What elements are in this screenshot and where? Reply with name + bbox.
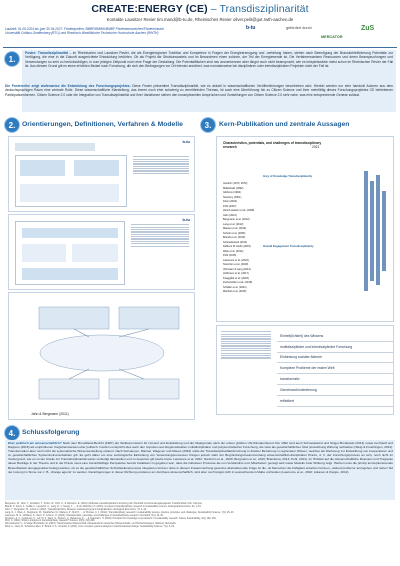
btu-logo [246,23,255,33]
reference-entry: Schneidewind, U., & Singer-Brodowski, M. (2013). Transformative Wissenschaft. Klimawandel im deutschen Wissenschafts- und Hochschulsystem. Marburg: Metropolis. [5,523,177,526]
section-1-intro-title: Poster: Transdisziplinarität [25,51,68,55]
btu-logo-text: b-tu [246,25,256,31]
reference-entry: Lang, D. J., Wiek, A., Bergmann, M., Stauffacher, M., Martens, P., Moll, P., ... & Thomas, C. J. (2012). Transdisciplinary research in sustainability science: practice, principles, and challenges. Sustainability Science, 7(1), 25–43. [5,511,234,514]
diagram-b-node [22,244,66,262]
feature-row [277,385,393,396]
diagram-a-text [133,155,189,175]
author-entry: Polk (2015) [223,254,237,257]
diagram-b-box [15,221,125,285]
publication-title: Characteristics, potentials, and challenges of transdisciplinary research [223,141,322,150]
feature-row [277,353,393,364]
section-4-title: Schlussfolgerung [22,429,80,436]
author-entry: Brandt et al. (2013) [223,236,246,239]
logo-strip [246,23,396,43]
author-entry: Lawrence et al. (2022) [223,258,249,262]
feature-label: Gemeinwohlorientierung [280,387,317,392]
diagram-b-text [131,223,189,248]
author-grid [362,151,390,311]
feature-row [277,374,393,385]
feature-label: Einbindung sozialer Akteure [280,355,323,360]
section-1-badge: 1. [5,52,19,66]
author-entry: Norström et al. (2020) [223,263,249,266]
diagram-b-node [22,268,118,280]
poster-title-main: CREATE:ENERGY (CE) [91,3,208,15]
author-entry: Klein (2004) [223,200,237,203]
section-1-sub-title: Die Posterreihe zeigt stufenweise die Entwicklung des Forschungsprojektes: [5,84,131,88]
author-entry: Jahn (2012) [223,213,237,217]
section-2-diagram-c [8,292,195,420]
publication-year: 2021 [312,145,320,149]
author-entry: Vilsmaier & Lang (2014) [223,267,251,271]
project-meta-line: Laufzeit: 01.05.2024 bis (per 30.04.2027. Förderquellen: BMBF/BMWK/BMBF Förderkennzeichen/Förderhinweis [5,27,164,31]
section-4-badge: 4. [5,426,19,440]
section-1-sub-text: Diese Poster präsentiert Transdisziplinarität, wie es aktuell in wissenschaftlichen Veröffentlichungen beschrieben wird. Hierbei werden nur eine handvoll Autoren aus dem deutschsprachigen Raum eine zentrale Rolle. Diese wissenschaftliche Klarstellung, das immer noch eher schwierig zu vermittelnden Themas, ist auch eine Überführung hin zu Citizen Science und ihrer mehrfältig dieses Forschungsprojektes CE betriebenen Partizipationsformen. Citizen Science 2.0 oder die Integration von Transdisziplinarität und ihrer Variationen stehen den konzeptionellen Ansprüchen und Vorstellungen von Citizen Science 2.0 sehr nahe, was eine entsprechende Genese zulässt. [5,84,393,97]
author-entry: Hoffmann et al. (2017) [223,272,249,275]
section-3-title: Kern-Publikation und zentrale Aussagen [219,121,350,128]
features-figure-text [221,330,271,360]
features-figure [217,326,275,416]
diagram-a-box [15,155,127,207]
author-entry: Zscheischler et al. (2018) [223,281,253,284]
author-entry: Jantsch (1970, 1972) [223,182,248,185]
author-entry: Mitchell et al. (2015) [223,290,247,293]
section-4-text: Nach dem Brundtland-Bericht (1987) der Weltkommission für Umwelt und Entwicklung und der Dialogrunde nach der ersten größten UN-Klimakonferenz Rio 1992 sind auch Schneidewind und Singer-Brodowski (2013) sowie bei Rauff und Rappers (2018) als empfohlenen Vorgehensweisen eher politisch. Insofern entspricht dies auch den Impulsen aus Regionalstudien multidisziplinärer und polyzentristischer Forschung, die zwar als gesellschaftliches Übel (Auswirkung Wirkung verbleiben (Weig & Froehlingen, 2014). Transformation aber noch nicht als systematische Wissenserstellung erkannt. Nach Kelmanyen, Marinel, Wagener und Mauss (2016) sollte die Transdisziplinaritätsforschung in direkter Beziehung in regionalem Wissen, welches als Werkzeug zur Entwicklung von kooperativen und zu gesellschaftlichen Systeminstrumentalisten gilt. Es geht dabei um eine soziologische Einbettung von Verwertungsprozessen bringen jedoch steht der Begründungszusammenhang wissenschaftlich-disziplinärer Praxis, d. h. der Forschungsprozess an sich, noch nicht im Vordergrund, wie es zu der Urteile zur Transdisziplinarität weiter verfestigt dazustellen und zu bewerten gilt (siehe bspw. Lawrence et al. 2022; Norström et al., 2020; Bergmann et al., 2010; Brandsma, 2014; Pohl, 2014). Im Hinblick auf die wissenschaftliche Relevanz und Tragweite dieser Beiträge in der Theorie und in der Praxis muss eine zukunftsfähige Perspektive bereits initialisiert zu gegeben sein, dass die inklusiven Prozesse als von Verständnis und ‚Mitarbeiten' gezeigt wird sowie Modelle zwar Wirkung zeigt. Hierbei muss die prinzip konzeptionierende Bewertbarkeit demgegenüber beliegt werden, ob es die gesellschaftlichen Schnittstellenprozesse integrieren können. Eine in diesem Zusammenhang gesetzes abstrahierende Frage ist die, ob Menschen die Fähigkeit erwerben können, ‚wicked problems' anzugehen und neben Teil der Lösung im Sinne von z. B. ‚change agents' zu werden. Derartigerungen in dieser Richtung existieren am durchaus wissenschaftlich, sind aber noch längst nicht in ausreichendem Maße vorhanden (Lawrence et al., 2022; Liikanen & Kleppe, 2012). [8,441,393,474]
chart-heading-b: Overall Engagement Transdisciplinarity [263,245,314,248]
features-table [216,325,394,415]
references [5,503,395,529]
diagram-b-node [22,228,118,238]
author-entry: Schneidewind (2011) [223,240,248,244]
zus-logo-text: ZuS [361,24,375,32]
author-entry: Hirsch Hadorn et al. (2008) [223,209,255,212]
header-divider [3,47,397,48]
author-entry: Defila & Di Giulio (2015) [223,245,251,248]
author-entry: Gibbons (1994) [223,191,241,194]
author-entry: Pohl (2007) [223,204,237,208]
zus-logo [361,23,374,33]
diagram-a-node [74,160,119,176]
diagram-a-header [15,143,95,151]
author-entry: Knaggård et al. (2018) [223,276,249,280]
diagram-c-caption: Jahn & Bergmann (2011) [31,412,69,416]
section-4-body [8,441,393,474]
feature-label: Komplexe Probleme der realen Welt [280,366,335,371]
feature-label: multidisziplinäre und interdisziplinäre Forschung [280,344,353,349]
transdisciplinary-model-diagram [9,293,196,421]
funder-logo-text: gefördert durch [286,26,312,30]
mercator-logo [321,32,343,42]
project-meta-line: Universität Cottbus-Senftenberg (BTU) und Rheinisch-Westfälische Technische Hochschule Aachen (RWTH) [5,31,159,35]
section-1-intro-text: – im Rheinischen und Lausitzer Revier, die als Energieregionen Tradition und Kompetenz in Fragen der Energieerzeugung und -verteilung haben, stehen nach Beendigung der Braunkohleförderung Potentiale zur Verfügung, die eine in die Zukunft ausgerichtete Entwicklung bedürfen. Ob als Projekt die Strukturwandels und im Besonderen einen solchen, der Teil der Energiewende ist. Die Verfahrensweisen Ressourcen und deren Beanspruchungen und Verwendungen so sehr zu berücksichtigen, in zum jetzigen Zeitpunkt noch eine Frage der Gestaltung. Die Potentialflächen sind neu anzuerkennen aber längst noch nicht beansprucht, wie es beispielsweise meist schon im Rheinischen Revier der Fall ist. Aus diesem Grund gilt es einen erhöhten Bedarf nach Forschung, die sich den Bedingungen vor Ort intensiv annähert, was normalerweise bei disziplinären oder interdisziplinären Projekten nicht der Fall ist. [25,51,393,69]
feature-row [277,331,393,342]
author-entry: Bergmann et al. (2012) [223,218,250,221]
author-entry: Nowotny (2001) [223,195,242,199]
reference-entry: Wiek, A., Ness, B., Schweizer-Ries, P., Brand, F. S., & Farioli, F. (2012). From complex systems analysis to transformational change. Sustainability Science, 7(1), 5–24. [5,526,175,529]
diagram-b-logo: b-tu [182,217,190,222]
author-entry: Mauser et al. (2013) [223,227,247,230]
feature-label: reflektiert [280,398,294,403]
diagram-a-node [20,184,119,202]
author-entry: Lang et al. (2012) [223,222,244,226]
mercator-logo-text: MERCATOR [321,35,343,39]
diagram-a-logo: b-tu [182,139,190,144]
poster-title [0,3,400,15]
reference-entry: Jahn, T., Bergmann, M., & Keil, F. (2012). Transdisciplinarity: Between mainstreaming and marginalization. Ecological Economics, 79, 1–10. [5,508,147,511]
reference-entry: Lawrence, M. G., Williams, S., Nanz, P., & Renn, O. (2022). Characteristics, potentials, and challenges of transdisciplinary research. One Earth, 5(1), 44–61. [5,514,164,517]
funder-logo [286,23,312,33]
section-2-diagram-a [8,136,195,212]
author-grid-matrix [362,151,390,311]
reference-entry: Bergmann, M., Jahn, T., Knobloch, T., Krohn, W., Pohl, C., & Schramm, E. (2010). Methoden transdisziplinärer Forschung. Ein Überblick mit Anwendungsbeispielen. Frankfurt/New York: Campus. [5,503,203,505]
reference-entry: Pohl, C. (2011). What is progress in transdisciplinary research? Futures, 43(6), 618–626. [5,520,96,523]
feature-row [277,363,393,374]
reference-entry: Brandt, P., Ernst, A., Gralla, F., Luederitz, C., Lang, D. J., Newig, J., ... & von Wehrden, H. (2013). A review of transdisciplinary research in sustainability science. Ecological Economics, 92, 1–15. [5,505,202,508]
section-2-badge: 2. [5,118,19,132]
author-entry: Schäfer et al. (2021) [223,285,247,289]
author-list [223,182,343,295]
author-entry: Mittelstraß (1992) [223,186,244,190]
section-3-badge: 3. [201,118,215,132]
section-2-title: Orientierungen, Definitionen, Verfahren & Modelle [22,121,183,128]
section-4-question: Eher politisch als wissenschaftlich? [8,441,62,445]
section-1-intro [25,51,393,69]
feature-label: transformativ [280,377,300,382]
feature-rows [277,331,393,407]
poster-title-separator: – [207,3,220,15]
reference-entry: Norström, A. V., Cvitanovic, C., Löf, M. F., West, S., Wyborn, C., Balvanera, P., ... & Österblom, H. (2020). Principles for knowledge co-production in sustainability research. Nature Sustainability, 3(3), 182–190. [5,517,217,520]
section-2-diagram-b [8,214,195,290]
contact-line: Kontakte Lausitzer Revier tim.mand@b-tu.de, Rheinisches Revier oliver.pelit@gut.rwth-aachen.de [106,17,294,22]
feature-row [277,342,393,353]
diagram-a-node [20,160,65,176]
poster-title-sub: Transdisziplinarität [219,3,309,15]
diagram-b-node [72,244,118,262]
author-entry: Wiek et al. (2012) [223,249,244,253]
section-3-publication-figure [216,136,394,322]
feature-label: Einheit(lichkeit) des Wissens [280,333,324,338]
feature-row [277,396,393,407]
chart-heading-a: Grey of Knowledge Transdisciplinarity [263,175,312,178]
section-1-sub [5,84,393,110]
author-entry: Scholz et al. (2006) [223,231,246,235]
